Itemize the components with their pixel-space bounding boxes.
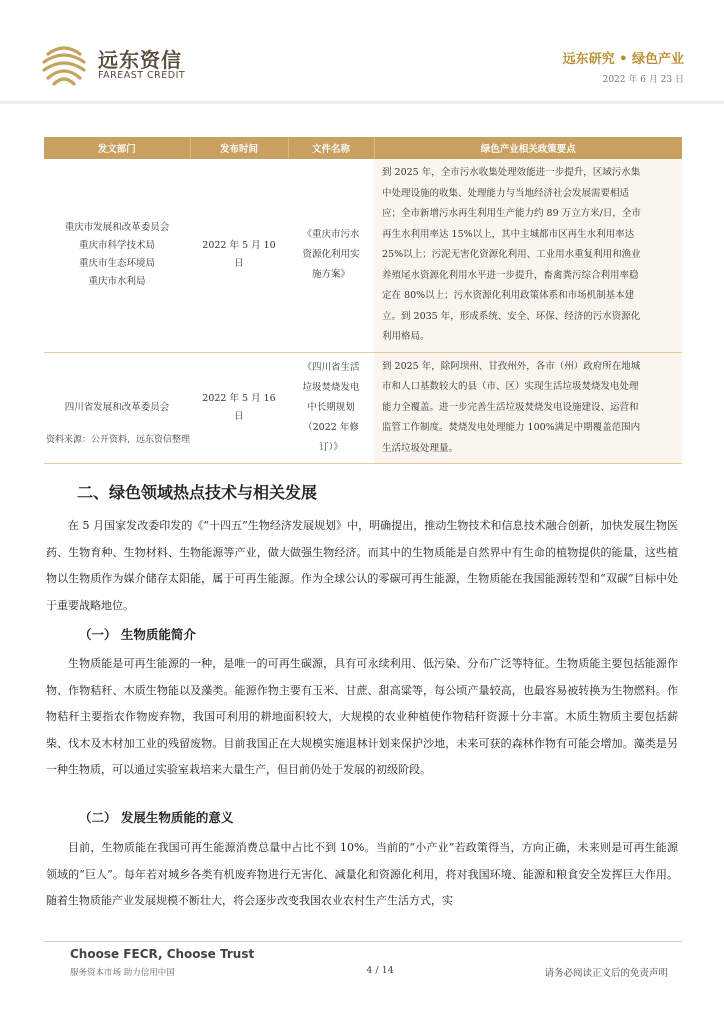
- table-source-note: 资料来源：公开资料，远东资信整理: [46, 435, 191, 445]
- biomass-significance-paragraph: 目前，生物质能在我国可再生能源消费总量中占比不到 10%。当前的“小产业”若政策得当，方向正确，未来则是可再生能源领域的“巨人”。每年若对城乡各类有机废弃物进行无害化、减量化和资源化利用，将对我国环境、能源和粮食安全发挥巨大作用。随着生物质能产业发展规模不断壮大，将会逐步改变我国农业农村生产生活方式，实: [46, 841, 678, 907]
- cell-line: 利用格局。: [382, 331, 430, 342]
- footer-divider: [44, 941, 682, 942]
- cell-date: [190, 159, 288, 352]
- cell-date: [190, 352, 288, 464]
- cell-line: 再生水利用率达 15%以上，其中主城都市区再生水利用率达: [382, 228, 635, 240]
- subsection-heading-significance: （二） 发展生物质能的意义: [79, 810, 234, 825]
- biomass-intro-paragraph: 生物质能是可再生能源的一种，是唯一的可再生碳源，具有可永续利用、低污染、分布广泛等特征。生物质能主要包括能源作物、作物秸秆、木质生物能以及藻类。能源作物主要有玉米、甘蔗、甜高粱等，每公顷产量较高，也最容易被转换为生物燃料。作物秸秆主要指农作物废弃物，我国可利用的耕地面积较大，大规模的农业种植使作物秸秆资源十分丰富。木质生物质主要包括薪柴、伐木及木材加工业的残留废物。目前我国正在大规模实施退林计划来保护沙地，未来可获的森林作物有可能会增加。藻类是另一种生物质，可以通过实验室栽培来大量生产，但目前仍处于发展的初级阶段。: [46, 657, 678, 776]
- footer-brand-slogan: Choose FECR, Choose Trust: [70, 947, 255, 961]
- footer-disclaimer: 请务必阅读正文后的免责声明: [544, 968, 668, 979]
- cell-line: 2022 年 5 月 10: [202, 240, 276, 252]
- cell-line: 重庆市生态环境局: [78, 258, 155, 270]
- cell-line: 重庆市科学技术局: [78, 240, 155, 252]
- cell-line: 订）》: [319, 441, 343, 453]
- table-header-row: [44, 137, 682, 159]
- col-header-key-points: 绿色产业相关政策要点: [374, 137, 682, 159]
- page-header: [0, 0, 724, 104]
- cell-line: 中处理设施的收集、处理能力与当地经济社会发展需要相适: [382, 187, 630, 199]
- cell-doc: [288, 352, 374, 464]
- cell-line: 立。到 2035 年，形成系统、安全、环保、经济的污水资源化: [382, 310, 641, 322]
- report-series-title: 远东研究 • 绿色产业: [562, 52, 684, 67]
- cell-line: 《重庆市污水: [302, 229, 360, 241]
- section-heading: 二、绿色领域热点技术与相关发展: [77, 483, 318, 502]
- cell-doc: [288, 159, 374, 352]
- cell-line: 资源化利用实: [302, 249, 360, 261]
- cell-line: 重庆市发展和改革委员会: [64, 222, 170, 234]
- policy-table: [44, 137, 682, 464]
- col-header-dept: 发文部门: [44, 137, 190, 159]
- cell-line: 到 2025 年，除阿坝州、甘孜州外，各市（州）政府所在地城: [382, 360, 641, 372]
- cell-line: 养殖尾水资源化利用水平进一步提升，畜禽粪污综合利用率稳: [382, 269, 639, 281]
- table-row: [44, 159, 682, 352]
- subsection-heading-intro: （一） 生物质能简介: [79, 627, 196, 642]
- page-number: 4 / 14: [366, 965, 394, 976]
- cell-line: 应；全市新增污水再生利用生产能力约 89 万立方米/日，全市: [382, 208, 641, 219]
- cell-dept: [44, 159, 190, 352]
- report-date: 2022 年 6 月 23 日: [602, 75, 684, 85]
- intro-paragraph: 在 5 月国家发改委印发的《“十四五”生物经济发展规划》中，明确提出，推动生物技术和信息技术融合创新，加快发展生物医药、生物育种、生物材料、生物能源等产业，做大做强生物经济。而其中的生物质能是自然界中有生命的植物提供的能量，这些植物以生物质作为媒介储存太阳能，属于可再生能源。作为全球公认的零碳可再生能源，生物质能在我国能源转型和“双碳”目标中处于重要战略地位。: [46, 519, 678, 612]
- cell-key-points: [374, 352, 682, 464]
- cell-line: 定在 80%以上；污水资源化利用政策体系和市场机制基本建: [382, 290, 635, 301]
- col-header-doc: 文件名称: [288, 137, 374, 159]
- logo-chinese-name: 远东资信: [98, 48, 182, 72]
- cell-line: 日: [234, 258, 244, 270]
- cell-key-points: [374, 159, 682, 352]
- logo-english-name: FAREAST CREDIT: [98, 70, 186, 81]
- cell-line: 市和人口基数较大的县（市、区）实现生活垃圾焚烧发电处理: [382, 381, 639, 392]
- col-header-date: 发布时间: [190, 137, 288, 159]
- cell-line: 到 2025 年，全市污水收集处理效能进一步提升，区域污水集: [382, 167, 641, 178]
- table-row: [44, 352, 682, 464]
- cell-line: 2022 年 5 月 16: [202, 392, 276, 404]
- cell-line: 四川省发展和改革委员会: [64, 401, 170, 413]
- cell-line: 日: [234, 410, 244, 422]
- footer-tagline: 服务资本市场 助力信用中国: [70, 968, 175, 978]
- cell-line: 施方案》: [311, 269, 350, 281]
- cell-line: 监管工作制度。焚烧发电处理能力 100%满足中期覆盖范围内: [382, 422, 641, 433]
- cell-line: 生活垃圾处理量。: [382, 442, 459, 454]
- cell-dept: [44, 352, 190, 464]
- company-logo: [40, 42, 240, 88]
- cell-line: 重庆市水利局: [88, 276, 146, 288]
- cell-line: 中长期规划: [307, 401, 355, 413]
- cell-line: （2022 年修: [303, 421, 359, 433]
- cell-line: 25%以上；污泥无害化资源化利用、工业用水重复利用和渔业: [382, 249, 641, 260]
- cell-line: 《四川省生活: [302, 361, 360, 373]
- header-divider: [0, 101, 724, 104]
- cell-line: 垃圾焚烧发电: [302, 381, 360, 393]
- fareast-logo-icon: [40, 42, 88, 88]
- cell-line: 能力全覆盖。进一步完善生活垃圾焚烧发电设施建设、运营和: [382, 401, 639, 413]
